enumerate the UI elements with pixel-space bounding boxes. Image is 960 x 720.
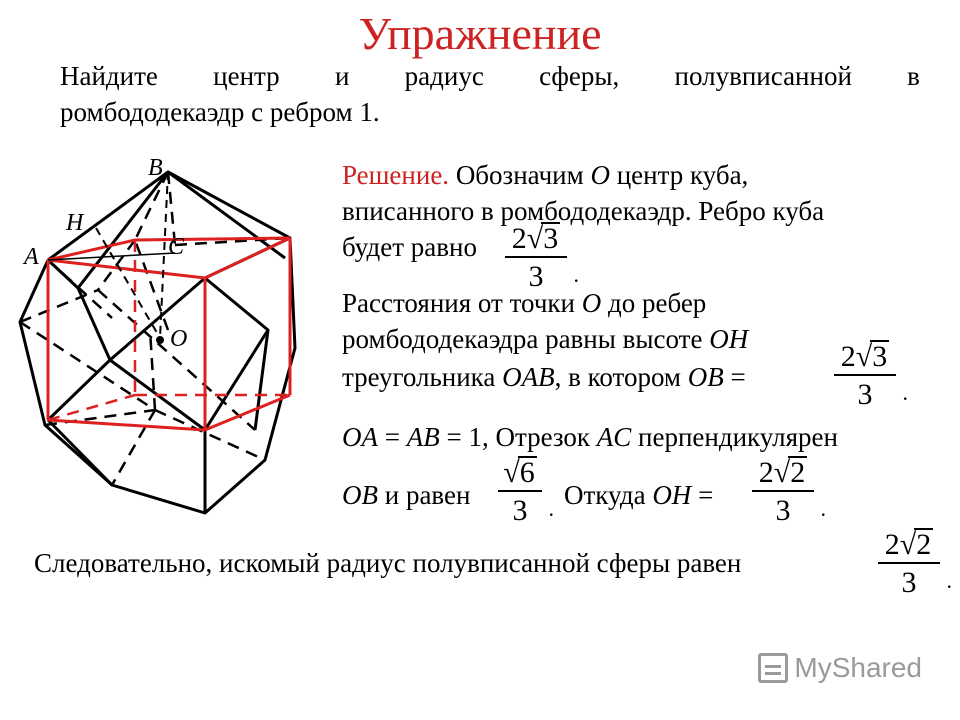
problem-word: сферы, (539, 61, 620, 91)
solution-line-1 (342, 158, 748, 192)
var-oab: OAB (502, 362, 555, 392)
frac-coef: 2 (884, 528, 900, 561)
fraction-2sqrt3-over-3: 2√3 3 . (834, 340, 896, 414)
fraction-2sqrt3-over-3: 2√3 3 . (505, 222, 567, 296)
frac-den: 3 (901, 566, 917, 599)
problem-word: радиус (404, 61, 484, 91)
text: , в котором (554, 362, 688, 392)
label-a: A (24, 244, 39, 270)
watermark-text: MyShared (794, 652, 922, 683)
var-ac: AC (596, 422, 632, 452)
label-h: H (66, 210, 84, 236)
solution-lead: Решение. (342, 160, 450, 190)
text: = (378, 422, 407, 452)
text: = 1, Отрезок (439, 422, 597, 452)
frac-radicand: 2 (916, 528, 932, 561)
frac-coef: 2 (511, 222, 527, 255)
solution-line-7 (342, 420, 838, 454)
var-oa: OA (342, 422, 378, 452)
frac-radicand: 3 (543, 222, 559, 255)
text: до ребер (601, 288, 707, 318)
problem-word: Найдите (60, 61, 158, 91)
frac-radicand: 3 (872, 340, 888, 373)
text: Откуда (564, 480, 653, 510)
text: треугольника (342, 362, 503, 392)
rhombic-dodecahedron-figure (0, 150, 320, 550)
var-o: O (590, 160, 610, 190)
frac-radicand: 6 (519, 456, 535, 489)
period: . (548, 496, 554, 521)
page-title: Упражнение (358, 8, 602, 59)
solution-line-8a (342, 478, 470, 512)
solution-line-8b (564, 478, 713, 512)
text: центр куба, (609, 160, 749, 190)
frac-coef: 2 (758, 456, 774, 489)
problem-line-1 (60, 58, 920, 94)
text: Обозначим (449, 160, 591, 190)
solution-line-5 (342, 322, 748, 356)
fraction-2sqrt2-over-3: 2√2 3 . (878, 528, 940, 602)
problem-word: в (907, 61, 920, 91)
conclusion: Следовательно, искомый радиус полувписанной сферы равен (34, 548, 742, 578)
watermark (758, 652, 922, 684)
problem-line-2: ромбододекаэдр с ребром 1. (60, 97, 380, 127)
point-o (156, 336, 164, 344)
inscribed-cube-hidden (48, 240, 290, 420)
var-oh: OH (652, 480, 692, 510)
frac-radicand: 2 (790, 456, 806, 489)
period: . (820, 496, 826, 521)
solution-line-2: вписанного в ромбододекаэдр. Ребро куба (342, 196, 825, 226)
period: . (573, 262, 579, 287)
text: ромбододекаэдра равны высоте (342, 324, 710, 354)
text: = (723, 362, 746, 392)
problem-word: и (334, 61, 350, 91)
frac-den: 3 (512, 494, 528, 527)
frac-den: 3 (775, 494, 791, 527)
frac-den: 3 (528, 260, 544, 293)
inscribed-cube (48, 238, 290, 430)
text: и равен (378, 480, 471, 510)
var-ab: AB (406, 422, 440, 452)
text: Расстояния от точки (342, 288, 582, 318)
var-oh: OH (709, 324, 749, 354)
var-o: O (581, 288, 602, 318)
problem-word: центр (213, 61, 280, 91)
fraction-sqrt6-over-3: √6 3 . (498, 456, 542, 530)
fraction-2sqrt2-over-3: 2√2 3 . (752, 456, 814, 530)
period: . (946, 568, 952, 593)
label-o: O (170, 326, 188, 352)
problem-statement (60, 58, 920, 130)
frac-coef: 2 (840, 340, 856, 373)
solution-line-6 (342, 360, 746, 394)
presentation-board-icon (758, 653, 788, 683)
solution-line-3: будет равно (342, 232, 477, 262)
period: . (902, 380, 908, 405)
problem-word: полувписанной (674, 61, 852, 91)
label-c: C (168, 234, 185, 260)
label-b: B (148, 155, 163, 181)
text: перпендикулярен (631, 422, 838, 452)
frac-den: 3 (857, 378, 873, 411)
var-ob: OB (687, 362, 724, 392)
var-ob: OB (342, 480, 378, 510)
text: = (691, 480, 714, 510)
